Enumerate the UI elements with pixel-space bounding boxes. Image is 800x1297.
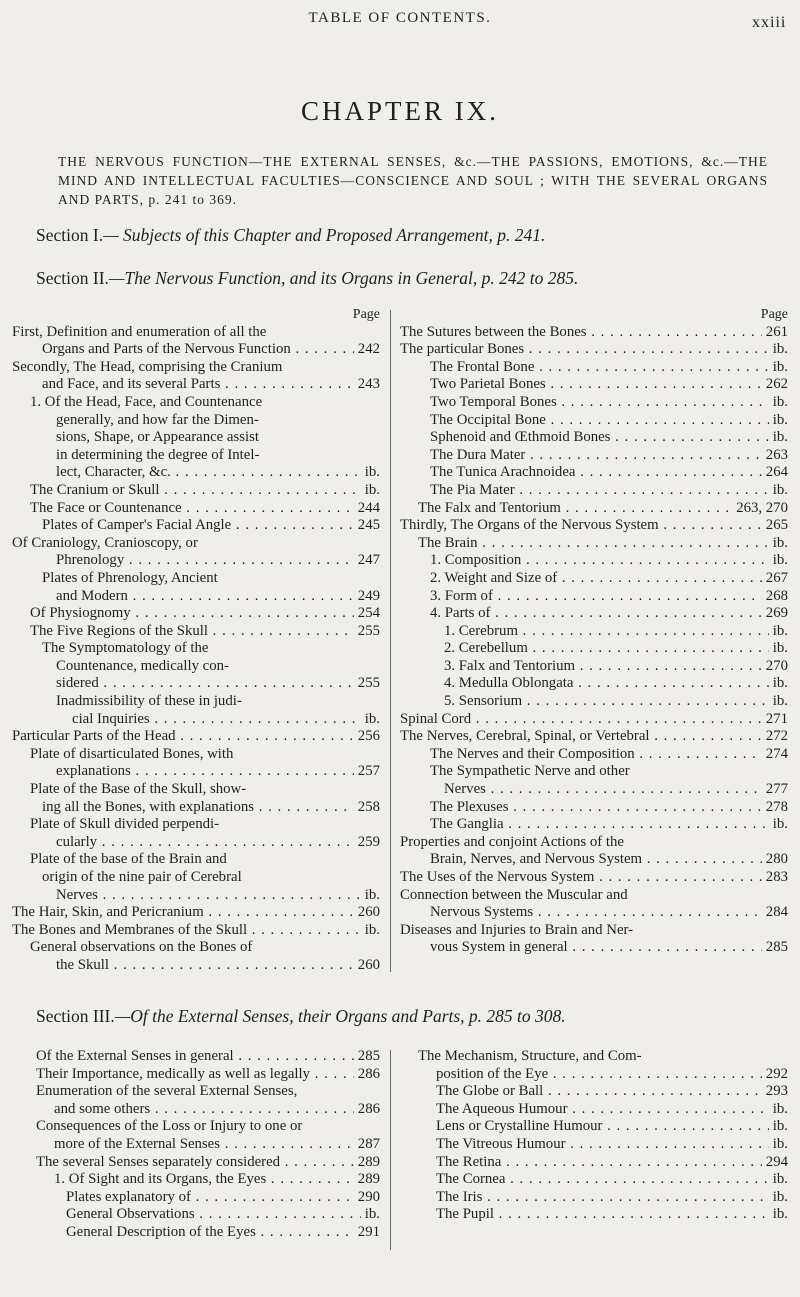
toc-entry-text: Of Physiognomy . . .: [12, 605, 380, 623]
toc-entry-text: 2. Cerebellum . . .: [400, 640, 788, 658]
toc-entry: [400, 728, 788, 746]
toc-entry-text: Spinal Cord . . .: [400, 711, 788, 729]
toc-entry-text: The Cornea . . .: [418, 1171, 788, 1189]
toc-entry-text: The Sutures between the Bones . . .: [400, 324, 788, 342]
toc-entry-text: The Sympathetic Nerve and other: [430, 763, 630, 780]
toc-entry-text: Of Craniology, Cranioscopy, or: [12, 534, 198, 551]
toc-entry-text: Thirdly, The Organs of the Nervous System . . .: [400, 517, 788, 535]
toc-entry-text: Plate of the Base of the Skull, show-: [30, 781, 247, 798]
toc-entry-text: The Face or Countenance . . .: [12, 500, 380, 518]
toc-entry: [12, 517, 380, 535]
section-2-heading: [36, 268, 578, 289]
toc-entry-text: 1. Cerebrum . . .: [400, 623, 788, 641]
toc-entry-text: The Symptomatology of the: [42, 640, 209, 657]
toc-entry-text: Countenance, medically con-: [56, 657, 229, 674]
toc-entry: [12, 799, 380, 817]
toc-entry-page: 244: [354, 500, 380, 518]
toc-entry-text: and Face, and its several Parts . . .: [12, 376, 380, 394]
toc-entry-page: 247: [354, 552, 380, 570]
toc-entry-page: ib.: [769, 1136, 788, 1154]
toc-entry-text: First, Definition and enumeration of all the: [12, 323, 267, 340]
toc-entry-page: 258: [354, 799, 380, 817]
toc-entry-text: General Description of the Eyes . . .: [36, 1224, 380, 1242]
toc-entry-page: 270: [762, 658, 788, 676]
toc-entry: [400, 359, 788, 377]
toc-entry-text: General observations on the Bones of: [30, 939, 253, 956]
toc-entry-page: 286: [354, 1101, 380, 1119]
toc-entry-text: Plates explanatory of . . .: [36, 1189, 380, 1207]
toc-entry-text: 2. Weight and Size of . . .: [400, 570, 788, 588]
toc-entry: [400, 341, 788, 359]
toc-entry: [400, 640, 788, 658]
toc-entry: [12, 728, 380, 746]
column-divider: [390, 310, 391, 972]
page-column-heading: Page: [352, 307, 380, 322]
toc-entry-page: 268: [762, 588, 788, 606]
toc-entry-page: 243: [354, 376, 380, 394]
toc-entry-text: Of the External Senses in general . . .: [36, 1048, 380, 1066]
toc-entry: [12, 535, 380, 553]
toc-entry: [12, 816, 380, 834]
toc-entry-page: ib.: [361, 711, 380, 729]
toc-entry-text: Brain, Nerves, and Nervous System . . .: [400, 851, 788, 869]
toc-entry-text: The Dura Mater . . .: [400, 447, 788, 465]
toc-entry-page: ib.: [769, 359, 788, 377]
toc-entry: [400, 482, 788, 500]
toc-entry-page: ib.: [769, 1206, 788, 1224]
section-3-left-column: [36, 1048, 380, 1242]
toc-entry-text: The Falx and Tentorium . . .: [400, 500, 788, 518]
toc-entry: [400, 500, 788, 518]
toc-entry-text: General Observations . . .: [36, 1206, 380, 1224]
toc-entry-page: 289: [354, 1171, 380, 1189]
toc-entry-page: ib.: [769, 535, 788, 553]
toc-entry-page: 260: [354, 957, 380, 975]
toc-entry: [400, 623, 788, 641]
toc-entry: [36, 1224, 380, 1242]
toc-entry-page: 257: [354, 763, 380, 781]
toc-entry: [400, 376, 788, 394]
toc-entry-text: Plates of Camper's Facial Angle . . .: [12, 517, 380, 535]
toc-entry-page: 264: [762, 464, 788, 482]
toc-entry-page: ib.: [769, 675, 788, 693]
column-divider: [390, 1050, 391, 1250]
toc-entry: [12, 887, 380, 905]
toc-entry: [418, 1066, 788, 1084]
toc-entry-text: Diseases and Injuries to Brain and Ner-: [400, 921, 634, 938]
toc-entry-page: 249: [354, 588, 380, 606]
toc-entry-text: ing all the Bones, with explanations . . .: [12, 799, 380, 817]
toc-entry: [12, 834, 380, 852]
toc-entry-page: 245: [354, 517, 380, 535]
toc-entry: [400, 693, 788, 711]
toc-entry-text: 1. Composition . . .: [400, 552, 788, 570]
toc-entry: [12, 658, 380, 676]
toc-entry: [400, 447, 788, 465]
toc-entry-text: and Modern . . .: [12, 588, 380, 606]
section-1-heading: [36, 225, 545, 246]
toc-entry: [418, 1048, 788, 1066]
toc-entry: [400, 324, 788, 342]
toc-entry-text: The Occipital Bone . . .: [400, 412, 788, 430]
toc-entry: [400, 763, 788, 781]
toc-entry: [418, 1101, 788, 1119]
toc-entry: [12, 500, 380, 518]
toc-entry: [400, 799, 788, 817]
toc-entry: [12, 693, 380, 711]
toc-entry: [12, 922, 380, 940]
toc-entry-text: The Brain . . .: [400, 535, 788, 553]
toc-entry-text: generally, and how far the Dimen-: [56, 411, 259, 428]
section-2-right-column: [400, 306, 788, 957]
toc-entry-text: Enumeration of the several External Senses,: [36, 1083, 298, 1100]
chapter-synopsis: THE NERVOUS FUNCTION—THE EXTERNAL SENSES, &c.—THE PASSIONS, EMOTIONS, &c.—THE MIND AND INTELLECTUAL FACULTIES—CONSCIENCE AND SOUL ; WITH THE SEVERAL ORGANS AND PARTS, p. 241 to 369.: [58, 154, 768, 207]
toc-entry: [36, 1171, 380, 1189]
toc-entry-text: The Cranium or Skull . . .: [12, 482, 380, 500]
toc-entry: [12, 763, 380, 781]
toc-entry-text: The Globe or Ball . . .: [418, 1083, 788, 1101]
toc-entry: [400, 517, 788, 535]
toc-entry-page: ib.: [769, 640, 788, 658]
toc-entry-text: more of the External Senses . . .: [36, 1136, 380, 1154]
toc-entry: [12, 851, 380, 869]
toc-entry-text: 3. Form of . . .: [400, 588, 788, 606]
toc-entry-page: ib.: [361, 887, 380, 905]
toc-entry-page: 291: [354, 1224, 380, 1242]
toc-entry-text: The Mechanism, Structure, and Com-: [418, 1048, 642, 1064]
toc-entry-page: 280: [762, 851, 788, 869]
toc-entry: [400, 851, 788, 869]
toc-entry-page: 265: [762, 517, 788, 535]
toc-entry: [12, 939, 380, 957]
toc-entry-page: ib.: [769, 623, 788, 641]
toc-entry-page: ib.: [769, 693, 788, 711]
toc-entry: [12, 623, 380, 641]
toc-entry: [400, 816, 788, 834]
section-1-title: — Subjects of this Chapter and Proposed Arrangement, p. 241.: [103, 225, 546, 245]
toc-entry-text: Nerves . . .: [400, 781, 788, 799]
toc-entry-page: 260: [354, 904, 380, 922]
toc-entry-text: The Pupil . . .: [418, 1206, 788, 1224]
toc-entry-page: 290: [354, 1189, 380, 1207]
toc-entry-page: 283: [762, 869, 788, 887]
toc-entry-text: The Pia Mater . . .: [400, 482, 788, 500]
page-column-heading: Page: [760, 307, 788, 322]
toc-entry-page: 285: [354, 1048, 380, 1066]
toc-entry-page: ib.: [769, 1189, 788, 1207]
toc-entry-text: 1. Of the Head, Face, and Countenance: [30, 393, 263, 410]
toc-entry: [400, 711, 788, 729]
toc-entry: [36, 1066, 380, 1084]
toc-entry-text: sions, Shape, or Appearance assist: [56, 429, 260, 446]
toc-entry-text: The Hair, Skin, and Pericranium . . .: [12, 904, 380, 922]
toc-entry-page: 277: [762, 781, 788, 799]
toc-entry: [418, 1154, 788, 1172]
running-title: TABLE OF CONTENTS.: [308, 10, 492, 26]
section-2-label: Section II.: [36, 268, 109, 288]
toc-entry-page: 289: [354, 1154, 380, 1172]
toc-entry-text: position of the Eye . . .: [418, 1066, 788, 1084]
toc-entry: [400, 552, 788, 570]
toc-entry-text: The Five Regions of the Skull . . .: [12, 623, 380, 641]
toc-entry-page: 294: [762, 1154, 788, 1172]
toc-entry-text: Particular Parts of the Head . . .: [12, 728, 380, 746]
section-1-label: Section I.: [36, 225, 104, 245]
toc-entry: [12, 394, 380, 412]
toc-entry-text: The Bones and Membranes of the Skull . . .: [12, 922, 380, 940]
toc-entry-page: ib.: [769, 429, 788, 447]
toc-entry: [12, 464, 380, 482]
toc-entry-text: vous System in general . . .: [400, 939, 788, 957]
toc-entry: [400, 869, 788, 887]
toc-entry: [400, 429, 788, 447]
toc-entry-text: in determining the degree of Intel-: [56, 446, 260, 463]
toc-entry-page: ib.: [769, 412, 788, 430]
toc-entry-text: Consequences of the Loss or Injury to one or: [36, 1118, 303, 1135]
toc-entry: [12, 552, 380, 570]
toc-entry-text: Phrenology . . .: [12, 552, 380, 570]
toc-entry: [36, 1206, 380, 1224]
toc-entry-page: 272: [762, 728, 788, 746]
toc-entry: [400, 939, 788, 957]
toc-entry: [400, 605, 788, 623]
toc-entry-page: ib.: [769, 1118, 788, 1136]
toc-entry-page: 262: [762, 376, 788, 394]
toc-entry-text: 3. Falx and Tentorium . . .: [400, 658, 788, 676]
toc-entry: [400, 412, 788, 430]
toc-entry-page: 285: [762, 939, 788, 957]
toc-entry-text: Sphenoid and Œthmoid Bones . . .: [400, 429, 788, 447]
toc-entry: [418, 1206, 788, 1224]
toc-entry-text: and some others . . .: [36, 1101, 380, 1119]
toc-entry: [400, 922, 788, 940]
toc-entry: [418, 1171, 788, 1189]
toc-entry-text: Organs and Parts of the Nervous Function . . .: [12, 341, 380, 359]
toc-entry-page: 278: [762, 799, 788, 817]
toc-entry: [418, 1136, 788, 1154]
toc-entry: [400, 675, 788, 693]
toc-entry-text: cularly . . .: [12, 834, 380, 852]
toc-entry-text: lect, Character, &c. . . .: [12, 464, 380, 482]
toc-entry-text: 4. Medulla Oblongata . . .: [400, 675, 788, 693]
toc-entry: [400, 570, 788, 588]
toc-entry-text: The Vitreous Humour . . .: [418, 1136, 788, 1154]
toc-entry: [12, 675, 380, 693]
toc-entry-text: Nervous Systems . . .: [400, 904, 788, 922]
toc-entry-text: Two Parietal Bones . . .: [400, 376, 788, 394]
toc-entry-text: Plate of Skull divided perpendi-: [30, 816, 220, 833]
toc-entry-page: 261: [762, 324, 788, 342]
toc-entry-page: ib.: [769, 1171, 788, 1189]
toc-entry-text: The several Senses separately considered . . .: [36, 1154, 380, 1172]
toc-entry-text: The Nerves and their Composition . . .: [400, 746, 788, 764]
toc-entry: [400, 904, 788, 922]
toc-entry: [418, 1189, 788, 1207]
toc-entry-page: 287: [354, 1136, 380, 1154]
toc-entry-page: ib.: [361, 482, 380, 500]
toc-entry-page: 242: [354, 341, 380, 359]
toc-entry: [12, 588, 380, 606]
toc-entry-page: ib.: [769, 552, 788, 570]
toc-entry: [12, 341, 380, 359]
toc-entry-page: 292: [762, 1066, 788, 1084]
toc-entry-page: ib.: [361, 464, 380, 482]
toc-entry-text: 5. Sensorium . . .: [400, 693, 788, 711]
toc-entry-text: Their Importance, medically as well as legally . . .: [36, 1066, 380, 1084]
toc-entry-text: The Tunica Arachnoidea . . .: [400, 464, 788, 482]
toc-entry: [12, 429, 380, 447]
toc-entry-page: ib.: [361, 1206, 380, 1224]
toc-entry-text: Plates of Phrenology, Ancient: [42, 569, 218, 586]
toc-entry: [12, 711, 380, 729]
toc-entry-text: Connection between the Muscular and: [400, 886, 628, 903]
toc-entry-page: 259: [354, 834, 380, 852]
toc-entry-text: The Frontal Bone . . .: [400, 359, 788, 377]
toc-entry: [12, 447, 380, 465]
toc-entry-text: The Retina . . .: [418, 1154, 788, 1172]
toc-entry-page: 254: [354, 605, 380, 623]
toc-entry-text: The Ganglia . . .: [400, 816, 788, 834]
toc-entry: [36, 1101, 380, 1119]
toc-entry-text: Secondly, The Head, comprising the Cranium: [12, 358, 283, 375]
toc-entry-text: origin of the nine pair of Cerebral: [42, 869, 242, 885]
toc-entry-page: 263, 270: [732, 500, 788, 518]
toc-entry: [12, 376, 380, 394]
toc-entry: [36, 1189, 380, 1207]
toc-entry: [12, 570, 380, 588]
toc-entry: [400, 535, 788, 553]
toc-entry-text: The Iris . . .: [418, 1189, 788, 1207]
toc-entry-page: ib.: [769, 341, 788, 359]
toc-entry: [36, 1048, 380, 1066]
section-2-left-column: [12, 306, 380, 975]
toc-entry-text: cial Inquiries . . .: [12, 711, 380, 729]
toc-entry-page: ib.: [769, 816, 788, 834]
toc-entry: [36, 1136, 380, 1154]
toc-entry-text: 1. Of Sight and its Organs, the Eyes . . .: [36, 1171, 380, 1189]
toc-entry: [12, 746, 380, 764]
toc-entry: [400, 746, 788, 764]
toc-entry: [36, 1118, 380, 1136]
page-number: xxiii: [752, 14, 787, 31]
toc-entry: [12, 869, 380, 887]
toc-entry-page: 255: [354, 623, 380, 641]
toc-entry: [400, 887, 788, 905]
toc-entry-text: Plate of disarticulated Bones, with: [30, 745, 234, 762]
toc-entry-text: sidered . . .: [12, 675, 380, 693]
toc-entry: [400, 834, 788, 852]
toc-entry-text: Two Temporal Bones . . .: [400, 394, 788, 412]
toc-entry-page: ib.: [769, 1101, 788, 1119]
section-3-label: Section III.: [36, 1006, 115, 1026]
toc-entry-page: ib.: [769, 482, 788, 500]
toc-entry: [400, 588, 788, 606]
toc-entry-text: Inadmissibility of these in judi-: [56, 693, 242, 710]
toc-entry-page: 286: [354, 1066, 380, 1084]
section-2-title: —The Nervous Function, and its Organs in General, p. 242 to 285.: [108, 268, 579, 288]
toc-entry-page: 293: [762, 1083, 788, 1101]
toc-entry-page: 271: [762, 711, 788, 729]
toc-entry-text: 4. Parts of . . .: [400, 605, 788, 623]
toc-entry-text: Lens or Crystalline Humour . . .: [418, 1118, 788, 1136]
toc-entry-text: Properties and conjoint Actions of the: [400, 833, 624, 850]
toc-entry: [400, 658, 788, 676]
section-3-title: —Of the External Senses, their Organs and Parts, p. 285 to 308.: [114, 1006, 566, 1026]
toc-entry-text: explanations . . .: [12, 763, 380, 781]
section-3-right-column: [418, 1048, 788, 1224]
toc-entry-text: The Nerves, Cerebral, Spinal, or Vertebral . . .: [400, 728, 788, 746]
toc-entry-text: Nerves . . .: [12, 887, 380, 905]
toc-entry-text: Plate of the base of the Brain and: [30, 851, 227, 868]
toc-entry: [12, 904, 380, 922]
toc-entry-page: ib.: [361, 922, 380, 940]
toc-entry-text: the Skull . . .: [12, 957, 380, 975]
toc-entry-text: The particular Bones . . .: [400, 341, 788, 359]
toc-entry: [12, 412, 380, 430]
toc-entry-text: The Uses of the Nervous System . . .: [400, 869, 788, 887]
toc-entry-page: 267: [762, 570, 788, 588]
toc-entry: [400, 781, 788, 799]
toc-entry-text: The Plexuses . . .: [400, 799, 788, 817]
toc-entry-page: 269: [762, 605, 788, 623]
toc-entry: [12, 482, 380, 500]
toc-entry-text: The Aqueous Humour . . .: [418, 1101, 788, 1119]
toc-entry-page: 274: [762, 746, 788, 764]
toc-entry: [418, 1083, 788, 1101]
toc-entry-page: 284: [762, 904, 788, 922]
toc-entry: [36, 1154, 380, 1172]
toc-entry-page: ib.: [769, 394, 788, 412]
toc-entry: [12, 957, 380, 975]
toc-entry: [12, 605, 380, 623]
toc-entry: [418, 1118, 788, 1136]
toc-entry: [12, 640, 380, 658]
toc-entry: [400, 394, 788, 412]
toc-entry: [36, 1083, 380, 1101]
toc-entry: [12, 324, 380, 342]
toc-entry-page: 263: [762, 447, 788, 465]
chapter-title: CHAPTER IX.: [300, 96, 499, 126]
toc-entry: [12, 359, 380, 377]
toc-entry: [12, 781, 380, 799]
toc-entry: [400, 464, 788, 482]
toc-entry-page: 256: [354, 728, 380, 746]
toc-entry-page: 255: [354, 675, 380, 693]
section-3-heading: [36, 1006, 566, 1027]
